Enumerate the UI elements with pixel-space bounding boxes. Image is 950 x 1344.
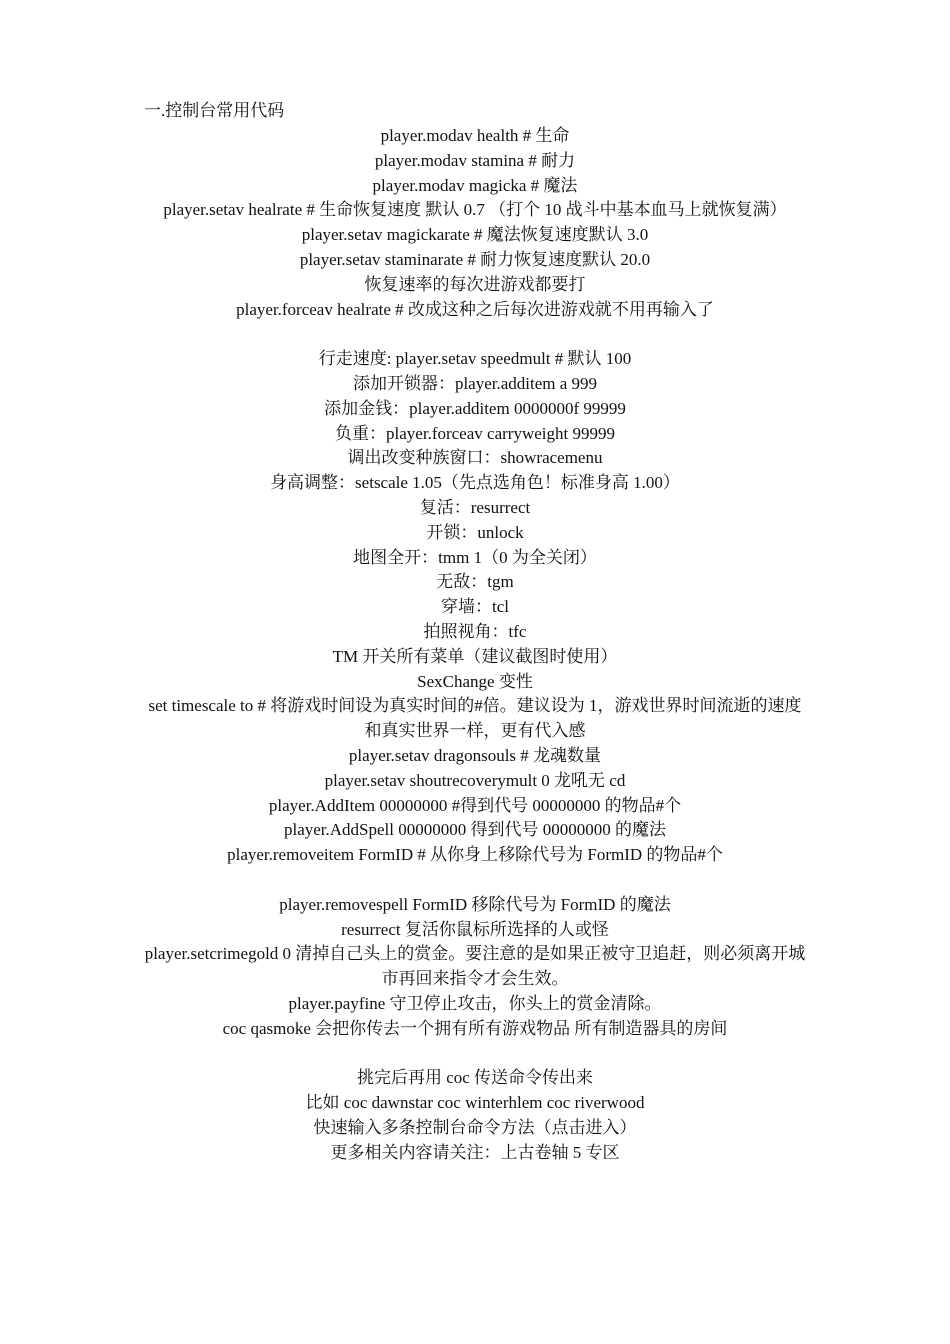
command-line: player.removespell FormID 移除代号为 FormID 的魔法 bbox=[279, 894, 671, 914]
command-line: 开锁：unlock bbox=[426, 522, 524, 542]
command-line: 复活：resurrect bbox=[419, 497, 531, 517]
command-line: 拍照视角：tfc bbox=[423, 621, 527, 641]
blank-line bbox=[140, 868, 810, 893]
command-line: 调出改变种族窗口：showracemenu bbox=[347, 448, 603, 468]
command-line: 无敌：tgm bbox=[436, 572, 514, 592]
command-line: resurrect 复活你鼠标所选择的人或怪 bbox=[341, 919, 609, 939]
command-line: player.modav stamina # 耐力 bbox=[374, 150, 576, 170]
command-list bbox=[140, 124, 810, 1165]
command-line: player.removeitem FormID # 从你身上移除代号为 FormID 的物品#个 bbox=[227, 845, 723, 865]
command-line: coc qasmoke 会把你传去一个拥有所有游戏物品 所有制造器具的房间 bbox=[222, 1018, 728, 1038]
command-line: 比如 coc dawnstar coc winterhlem coc riverwood bbox=[305, 1093, 645, 1113]
command-line: 添加金钱：player.additem 0000000f 99999 bbox=[324, 398, 626, 418]
command-line: player.AddItem 00000000 #得到代号 00000000 的物品#个 bbox=[268, 795, 682, 815]
command-line: 添加开锁器：player.additem a 999 bbox=[352, 373, 598, 393]
command-line: 负重：player.forceav carryweight 99999 bbox=[335, 423, 615, 443]
section-heading: 一.控制台常用代码 bbox=[144, 101, 285, 120]
command-line: 身高调整：setscale 1.05（先点选角色！标准身高 1.00） bbox=[270, 473, 680, 493]
command-line: set timescale to # 将游戏时间设为真实时间的#倍。建议设为 1，游戏世界时间流逝的速度和真实世界一样，更有代入感 bbox=[148, 696, 802, 741]
command-line: TM 开关所有菜单（建议截图时使用） bbox=[332, 646, 618, 666]
command-line: player.setav staminarate # 耐力恢复速度默认 20.0 bbox=[299, 249, 651, 269]
blank-line bbox=[140, 1041, 810, 1066]
command-line: player.setav magickarate # 魔法恢复速度默认 3.0 bbox=[301, 225, 649, 245]
command-line: player.setav shoutrecoverymult 0 龙吼无 cd bbox=[324, 770, 626, 790]
command-line: SexChange 变性 bbox=[417, 671, 533, 691]
command-line: 穿墙：tcl bbox=[441, 597, 509, 617]
command-line: 行走速度: player.setav speedmult # 默认 100 bbox=[318, 349, 632, 369]
command-line: player.modav health # 生命 bbox=[380, 126, 570, 145]
command-line: 恢复速率的每次进游戏都要打 bbox=[364, 274, 586, 294]
command-line: player.payfine 守卫停止攻击，你头上的赏金清除。 bbox=[288, 993, 662, 1013]
command-line: player.setav healrate # 生命恢复速度 默认 0.7 （打个 10 战斗中基本血马上就恢复满） bbox=[163, 200, 787, 220]
command-line: player.setcrimegold 0 清掉自己头上的赏金。要注意的是如果正被守卫追赶，则必须离开城市再回来指令才会生效。 bbox=[144, 944, 806, 989]
command-line: 挑完后再用 coc 传送命令传出来 bbox=[356, 1068, 594, 1088]
command-line: player.forceav healrate # 改成这种之后每次进游戏就不用再输入了 bbox=[236, 299, 714, 319]
blank-line bbox=[140, 322, 810, 347]
command-line: player.modav magicka # 魔法 bbox=[372, 175, 578, 195]
command-line: 地图全开：tmm 1（0 为全关闭） bbox=[353, 547, 597, 567]
link-text[interactable]: 快速输入多条控制台命令方法（点击进入） bbox=[313, 1117, 637, 1137]
link-text[interactable]: 更多相关内容请关注：上古卷轴 5 专区 bbox=[330, 1142, 620, 1162]
command-line: player.setav dragonsouls # 龙魂数量 bbox=[348, 745, 602, 765]
command-line: player.AddSpell 00000000 得到代号 00000000 的魔法 bbox=[283, 820, 666, 840]
